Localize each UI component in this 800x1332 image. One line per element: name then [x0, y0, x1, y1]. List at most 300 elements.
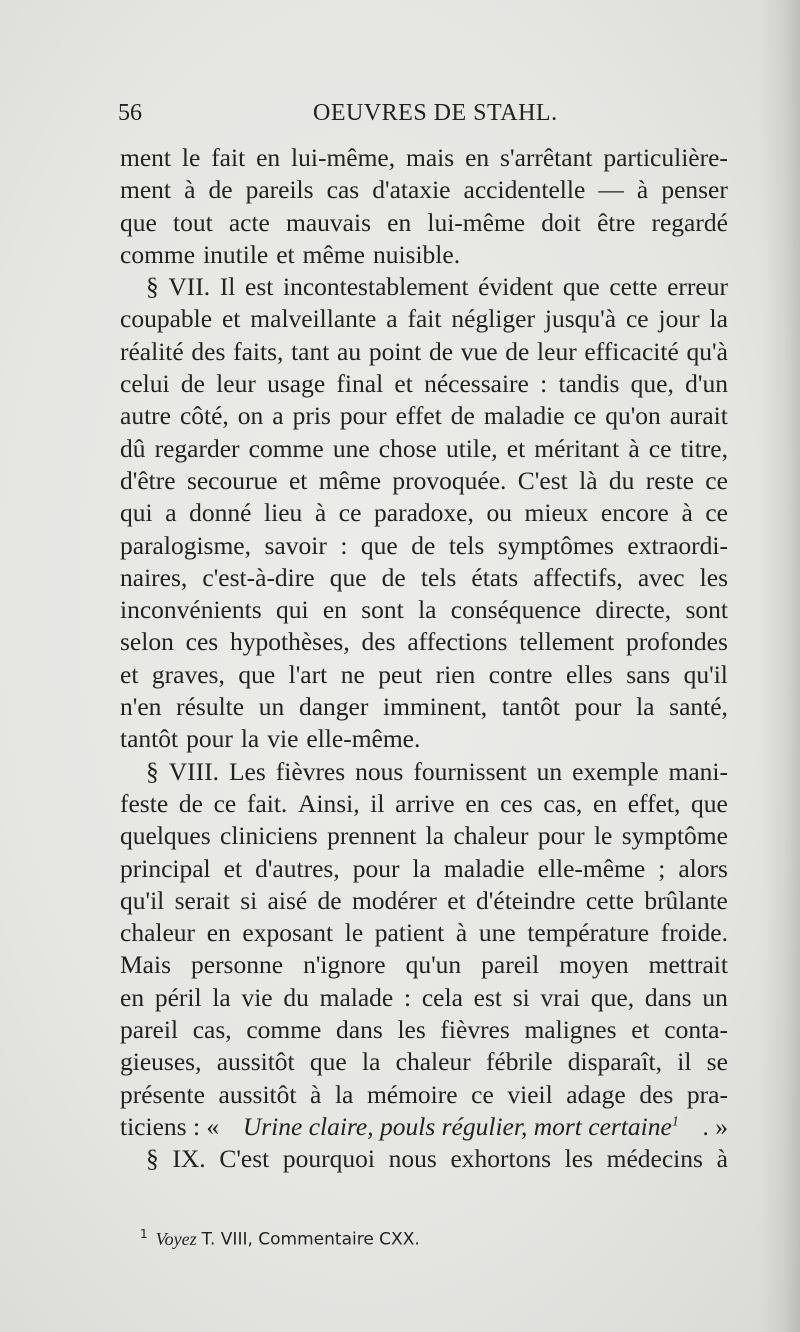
- word: paradoxe,: [374, 498, 474, 528]
- word: un: [536, 756, 563, 786]
- word: exhortons: [450, 1144, 552, 1174]
- word: aussitôt: [216, 1047, 295, 1077]
- word: froide.: [660, 918, 728, 948]
- word: —: [598, 175, 624, 205]
- word: mettrait: [648, 950, 728, 980]
- word: à: [455, 918, 468, 948]
- word: tant: [291, 336, 330, 366]
- word: vue: [460, 336, 498, 366]
- word: fait: [211, 143, 246, 172]
- word: selon: [120, 627, 174, 657]
- word: est: [245, 272, 274, 302]
- text-line: [120, 336, 728, 368]
- word: jusqu'à: [544, 304, 617, 334]
- text-line: [120, 465, 728, 497]
- quote-suffix: . »: [702, 1111, 728, 1141]
- word: hypothèses,: [230, 627, 350, 657]
- word: cette: [585, 885, 634, 915]
- word: Mais: [120, 950, 171, 980]
- text-line: [120, 433, 728, 465]
- word: la: [418, 595, 437, 625]
- word: regarder: [154, 433, 240, 463]
- word: imminent,: [383, 692, 488, 722]
- text-line: [120, 303, 728, 335]
- word: on: [237, 401, 264, 431]
- word: ce: [471, 1079, 494, 1109]
- word: affectifs,: [533, 562, 623, 592]
- word: reste: [645, 465, 694, 495]
- word: Ainsi,: [297, 788, 360, 818]
- word: pour: [574, 692, 622, 722]
- word: tandis: [558, 369, 620, 399]
- word: que: [120, 207, 157, 237]
- word: pour: [537, 821, 585, 851]
- word: autre: [120, 401, 171, 431]
- word: en: [120, 982, 145, 1012]
- word: VII.: [168, 272, 211, 302]
- word: à: [716, 1144, 728, 1174]
- word: dans: [644, 982, 692, 1012]
- word: vie: [241, 982, 273, 1012]
- word: malignes: [524, 1015, 617, 1045]
- word: incontestablement: [283, 272, 469, 302]
- word: C'est: [219, 1144, 270, 1174]
- text-line: [120, 400, 728, 432]
- word: et: [506, 433, 526, 463]
- word: moyen: [559, 950, 629, 980]
- word: final: [336, 369, 384, 399]
- word: inutile: [203, 239, 269, 269]
- word: n'en: [120, 692, 162, 722]
- word: négliger: [451, 304, 535, 334]
- word: même: [302, 239, 365, 269]
- word: la: [709, 304, 728, 334]
- word: et: [394, 369, 413, 399]
- word: à: [681, 498, 693, 528]
- running-title: OEUVRES DE STAHL.: [313, 100, 558, 126]
- word: la: [240, 724, 260, 754]
- word: fait: [407, 304, 442, 334]
- text-line: [120, 1046, 728, 1078]
- word: dans: [336, 1015, 383, 1045]
- word: qu'on: [605, 401, 661, 431]
- footnote: [140, 1227, 420, 1250]
- word: la: [334, 1079, 354, 1109]
- word: provoquée.: [392, 465, 507, 495]
- word: ces: [185, 627, 219, 657]
- word: sont: [685, 595, 728, 625]
- page-header: [118, 100, 730, 136]
- page-edge-shadow: [760, 0, 800, 1332]
- word: que,: [590, 982, 635, 1012]
- word: quelques: [120, 821, 211, 851]
- word: IX.: [172, 1144, 206, 1174]
- word: naires,: [120, 562, 188, 592]
- word: d'être: [120, 465, 176, 495]
- word: en: [256, 143, 281, 172]
- word: des: [639, 1079, 674, 1109]
- word: fièvres: [275, 756, 346, 786]
- word: et: [276, 239, 295, 269]
- word: cliniciens: [220, 821, 318, 851]
- word: directe,: [595, 595, 672, 625]
- word: elles: [565, 659, 613, 689]
- word: que: [238, 659, 276, 689]
- word: lieu: [264, 498, 303, 528]
- word: que: [360, 530, 398, 560]
- word: une: [478, 918, 516, 948]
- word: nécessaire: [424, 369, 529, 399]
- word: nuisible.: [372, 239, 461, 269]
- word: la: [425, 821, 445, 851]
- word: :: [404, 982, 412, 1012]
- word: coupable: [120, 304, 213, 334]
- word: fournissent: [413, 756, 527, 786]
- word: en: [387, 207, 412, 237]
- text-line: [120, 174, 728, 206]
- word: comme: [246, 1015, 322, 1045]
- word: cette: [609, 272, 658, 302]
- word: qu'il: [120, 885, 165, 915]
- word: de: [178, 788, 203, 818]
- word: doit: [541, 207, 581, 237]
- word: sont: [361, 595, 404, 625]
- word: cela: [421, 982, 463, 1012]
- word: ou: [486, 498, 512, 528]
- word: de: [180, 369, 205, 399]
- word: maladie: [443, 853, 525, 883]
- word: chaleur: [120, 918, 196, 948]
- word: le: [593, 821, 613, 851]
- word: ces: [500, 788, 533, 818]
- text-line: [120, 788, 728, 820]
- word: acte: [228, 207, 270, 237]
- text-line: [120, 562, 728, 594]
- word: tantôt: [501, 692, 560, 722]
- word: exposant: [242, 918, 334, 948]
- word: c'est-à-dire: [202, 562, 315, 592]
- word: la: [362, 1047, 381, 1077]
- word: d'un: [685, 369, 728, 399]
- text-line: [120, 271, 728, 303]
- word: savoir: [264, 530, 327, 560]
- word: nous: [388, 1144, 437, 1174]
- word: il: [370, 788, 385, 818]
- word: feste: [120, 788, 169, 818]
- word: du: [608, 465, 635, 495]
- word: côté,: [179, 401, 229, 431]
- word: de: [317, 885, 342, 915]
- word: VIII.: [168, 756, 219, 786]
- word: ce: [705, 498, 728, 528]
- word: brûlante: [644, 885, 728, 915]
- word: en: [592, 788, 618, 818]
- word: disparaît,: [567, 1047, 662, 1077]
- word: se: [706, 1047, 728, 1077]
- word: principal: [120, 853, 211, 883]
- word: il: [677, 1047, 692, 1077]
- word: ;: [658, 853, 666, 883]
- text-line: [120, 530, 728, 562]
- text-line: [120, 594, 728, 626]
- word: ce: [573, 401, 597, 431]
- word: elle-même.: [306, 724, 421, 754]
- word: la: [636, 692, 655, 722]
- word: d'autres,: [255, 853, 340, 883]
- word: réalité: [120, 336, 184, 366]
- footnote-text: T. VIII, Commentaire CXX.: [201, 1229, 420, 1250]
- quote-line: [120, 1111, 728, 1143]
- word: qu'un: [405, 950, 462, 980]
- word: conséquence: [450, 595, 582, 625]
- word: d'ataxie: [372, 175, 451, 205]
- text-line: [120, 820, 728, 852]
- word: que: [329, 562, 367, 592]
- word: ment: [120, 143, 171, 172]
- word: une: [332, 433, 370, 463]
- word: pour: [352, 853, 400, 883]
- word: pra-: [686, 1079, 728, 1109]
- word: que: [691, 788, 728, 818]
- word: un: [702, 982, 728, 1012]
- word: §: [146, 272, 159, 302]
- body-text: [120, 142, 728, 1176]
- word: ce: [705, 465, 728, 495]
- word: résulte: [176, 692, 245, 722]
- word: utile,: [445, 433, 498, 463]
- word: inconvénients: [120, 595, 262, 625]
- word: §: [146, 1144, 159, 1174]
- word: Il: [219, 272, 236, 302]
- text-line: [120, 917, 728, 949]
- text-line: [120, 368, 728, 400]
- word: modérer: [351, 885, 437, 915]
- word: être: [597, 207, 636, 237]
- word: aurait: [669, 401, 728, 431]
- word: des: [361, 627, 396, 657]
- word: regardé: [651, 207, 728, 237]
- word: pareil: [120, 1015, 179, 1045]
- word: là: [579, 465, 598, 495]
- word: en: [322, 595, 347, 625]
- word: fièvres: [440, 1015, 510, 1045]
- word: à: [314, 498, 327, 528]
- word: particulière-: [603, 143, 728, 172]
- word: leur: [216, 369, 256, 399]
- word: lui-même: [427, 207, 526, 237]
- word: maladie: [483, 401, 565, 431]
- word: avec: [637, 562, 685, 592]
- footnote-voyez: Voyez: [155, 1228, 197, 1249]
- word: effet,: [627, 788, 681, 818]
- word: pourquoi: [282, 1144, 375, 1174]
- word: vie: [267, 724, 299, 754]
- word: à: [184, 175, 196, 205]
- text-line: [120, 1014, 728, 1046]
- footnote-reference: 1: [671, 1114, 679, 1130]
- word: ce: [213, 788, 237, 818]
- word: celui: [120, 369, 170, 399]
- word: chaleur: [395, 1047, 471, 1077]
- word: que: [309, 1047, 347, 1077]
- word: tellement: [519, 627, 615, 657]
- word: cas,: [543, 788, 583, 818]
- word: en: [206, 918, 231, 948]
- word: titre,: [680, 433, 728, 463]
- word: adage: [566, 1079, 626, 1109]
- word: mauvais: [286, 207, 371, 237]
- word: contre: [488, 659, 553, 689]
- word: a: [272, 401, 284, 431]
- word: chose: [378, 433, 437, 463]
- word: peut: [378, 659, 423, 689]
- word: au: [337, 336, 362, 366]
- text-line: [120, 756, 728, 788]
- word: à: [310, 1079, 322, 1109]
- word: mieux: [524, 498, 589, 528]
- word: n'ignore: [303, 950, 386, 980]
- word: mémoire: [366, 1079, 458, 1109]
- word: états: [471, 562, 519, 592]
- word: température: [527, 918, 650, 948]
- word: arrive: [395, 788, 455, 818]
- word: péril: [154, 982, 202, 1012]
- word: C'est: [517, 465, 568, 495]
- word: symptôme: [621, 821, 728, 851]
- word: comme: [120, 239, 196, 269]
- word: ne: [340, 659, 365, 689]
- word: fébrile: [485, 1047, 553, 1077]
- word: affections: [407, 627, 508, 657]
- word: gieuses,: [120, 1047, 202, 1077]
- word: dû: [120, 433, 146, 463]
- word: prennent: [327, 821, 417, 851]
- word: et: [120, 659, 139, 689]
- word: de: [411, 530, 436, 560]
- word: effet: [395, 401, 442, 431]
- word: graves,: [151, 659, 225, 689]
- word: et: [221, 304, 241, 334]
- word: de: [505, 336, 530, 366]
- word: méritant: [534, 433, 620, 463]
- word: de: [450, 401, 475, 431]
- text-line: [120, 1143, 728, 1175]
- text-line: [120, 626, 728, 658]
- word: efficacité: [584, 336, 679, 366]
- word: un: [258, 692, 285, 722]
- word: donné: [189, 498, 252, 528]
- word: pour: [339, 401, 387, 431]
- text-line: [120, 239, 728, 271]
- word: faits,: [233, 336, 284, 366]
- word: nous: [355, 756, 404, 786]
- word: de: [428, 336, 454, 366]
- word: comme: [248, 433, 324, 463]
- word: extraordi-: [627, 530, 728, 560]
- word: rien: [435, 659, 476, 689]
- word: cas: [326, 175, 360, 205]
- word: qu'il: [683, 659, 728, 689]
- word: de: [208, 175, 233, 205]
- word: qu'à: [686, 336, 728, 366]
- text-line: [120, 659, 728, 691]
- quote-italic: Urine claire, pouls régulier, mort certaine$^1$: [242, 1111, 679, 1141]
- word: danger: [298, 692, 369, 722]
- word: que: [562, 272, 600, 302]
- word: pour: [186, 724, 233, 754]
- word: vrai: [540, 982, 581, 1012]
- word: conta-: [664, 1015, 728, 1045]
- word: même: [318, 465, 382, 495]
- word: présente: [120, 1079, 205, 1109]
- word: des: [191, 336, 226, 366]
- word: aussitôt: [218, 1079, 297, 1109]
- word: leur: [537, 336, 577, 366]
- word: malade: [319, 982, 394, 1012]
- word: les: [699, 562, 728, 592]
- word: secourue: [186, 465, 278, 495]
- word: exemple: [572, 756, 659, 786]
- word: et: [288, 465, 308, 495]
- word: penser: [661, 175, 728, 205]
- word: malveillante: [250, 304, 377, 334]
- word: pareils: [245, 175, 314, 205]
- text-line: [120, 1079, 728, 1111]
- word: :: [540, 369, 548, 399]
- word: tels: [420, 562, 457, 592]
- text-line: [120, 691, 728, 723]
- word: paralogisme,: [120, 530, 251, 560]
- word: du: [283, 982, 309, 1012]
- word: mani-: [668, 756, 728, 786]
- word: qui: [275, 595, 309, 625]
- word: le: [181, 143, 201, 172]
- text-line: [120, 853, 728, 885]
- text-line: [120, 949, 728, 981]
- text-line: [120, 885, 728, 917]
- word: sans: [626, 659, 671, 689]
- word: en: [465, 143, 490, 172]
- word: qui: [120, 498, 153, 528]
- text-line: [120, 142, 728, 174]
- word: la: [412, 853, 431, 883]
- word: les: [397, 1015, 426, 1045]
- text-line: [120, 497, 728, 529]
- word: l'art: [288, 659, 328, 689]
- word: s'arrêtant: [500, 143, 593, 172]
- word: lui-même,: [291, 143, 396, 172]
- footnote-marker: 1: [140, 1227, 148, 1241]
- word: a: [386, 304, 398, 334]
- word: tantôt: [120, 724, 179, 754]
- word: serait: [174, 885, 230, 915]
- word: alors: [678, 853, 728, 883]
- word: encore: [600, 498, 669, 528]
- word: le: [344, 918, 364, 948]
- word: d'éteindre: [476, 885, 576, 915]
- word: et: [447, 885, 466, 915]
- word: tout: [172, 207, 213, 237]
- word: fait.: [246, 788, 288, 818]
- word: vieil: [507, 1079, 553, 1109]
- word: tels: [448, 530, 485, 560]
- word: accidentelle: [463, 175, 586, 205]
- word: §: [146, 756, 159, 786]
- word: profondes: [625, 627, 728, 657]
- word: jour: [658, 304, 700, 334]
- word: santé,: [669, 692, 728, 722]
- word: ce: [648, 433, 672, 463]
